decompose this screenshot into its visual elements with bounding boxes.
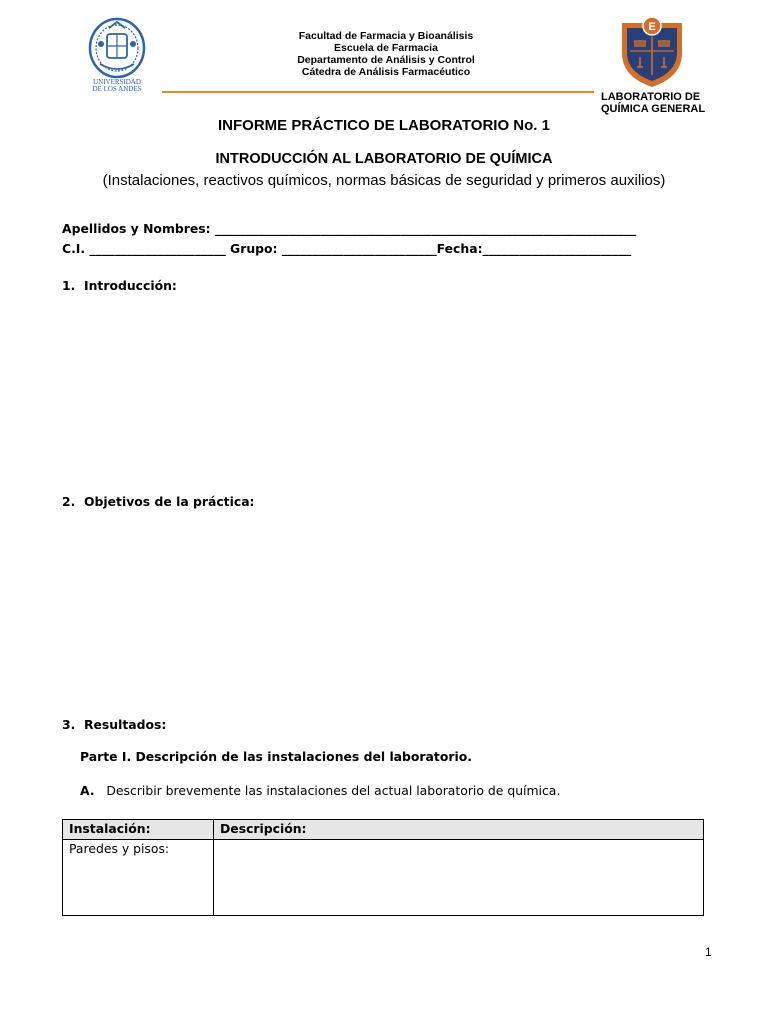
section-number: 2. [62,494,76,509]
section-title: Introducción: [83,278,177,293]
school-line: Escuela de Farmacia [334,42,438,54]
lab-caption-line1: LABORATORIO DE [601,91,701,103]
cell-description[interactable] [214,840,704,916]
installations-table [62,819,704,916]
lab-caption-line2: QUÍMICA GENERAL [601,103,706,115]
practice-title: INTRODUCCIÓN AL LABORATORIO DE QUÍMICA [215,151,553,167]
item-a [80,783,560,798]
section-title: Objetivos de la práctica: [83,494,255,509]
ula-name-line1: UNIVERSIDAD [93,78,141,86]
page-number: 1 [705,945,712,959]
section-resultados [62,717,166,732]
lab-shield-icon [618,15,686,89]
lab-shield-logo [618,15,686,89]
column-header-instalacion: Instalación: [63,820,214,840]
lab-caption [601,91,705,115]
report-title: INFORME PRÁCTICO DE LABORATORIO No. 1 [218,117,550,134]
institution-header [250,30,522,78]
faculty-line: Facultad de Farmacia y Bioanálisis [298,30,474,42]
ula-logo [86,16,148,96]
ula-name-line2: DE LOS ANDES [92,85,142,93]
svg-text:E: E [648,21,656,33]
item-text: Describir brevemente las instalaciones del actual laboratorio de química. [106,783,561,798]
practice-subtitle: (Instalaciones, reactivos químicos, normas básicas de seguridad y primeros auxilios) [102,172,666,189]
item-letter: A. [80,783,95,798]
section-introduccion [62,278,177,293]
table-header-row [63,820,704,840]
ci-group-date-field[interactable]: C.I. ______________________ Grupo: _________________________Fecha:________________________ [62,241,632,256]
cell-installation: Paredes y pisos: [63,840,214,916]
table-row [63,840,704,916]
chair-line: Cátedra de Análisis Farmacéutico [301,66,471,78]
parte-i-heading: Parte I. Descripción de las instalaciones del laboratorio. [80,749,472,764]
section-number: 1. [62,278,76,293]
section-title: Resultados: [83,717,167,732]
column-header-descripcion: Descripción: [214,820,704,840]
names-field[interactable]: Apellidos y Nombres: ____________________________________________________________________ [62,221,637,236]
department-line: Departamento de Análisis y Control [297,54,475,66]
section-objetivos [62,494,255,509]
section-number: 3. [62,717,76,732]
header-rule [162,91,594,93]
